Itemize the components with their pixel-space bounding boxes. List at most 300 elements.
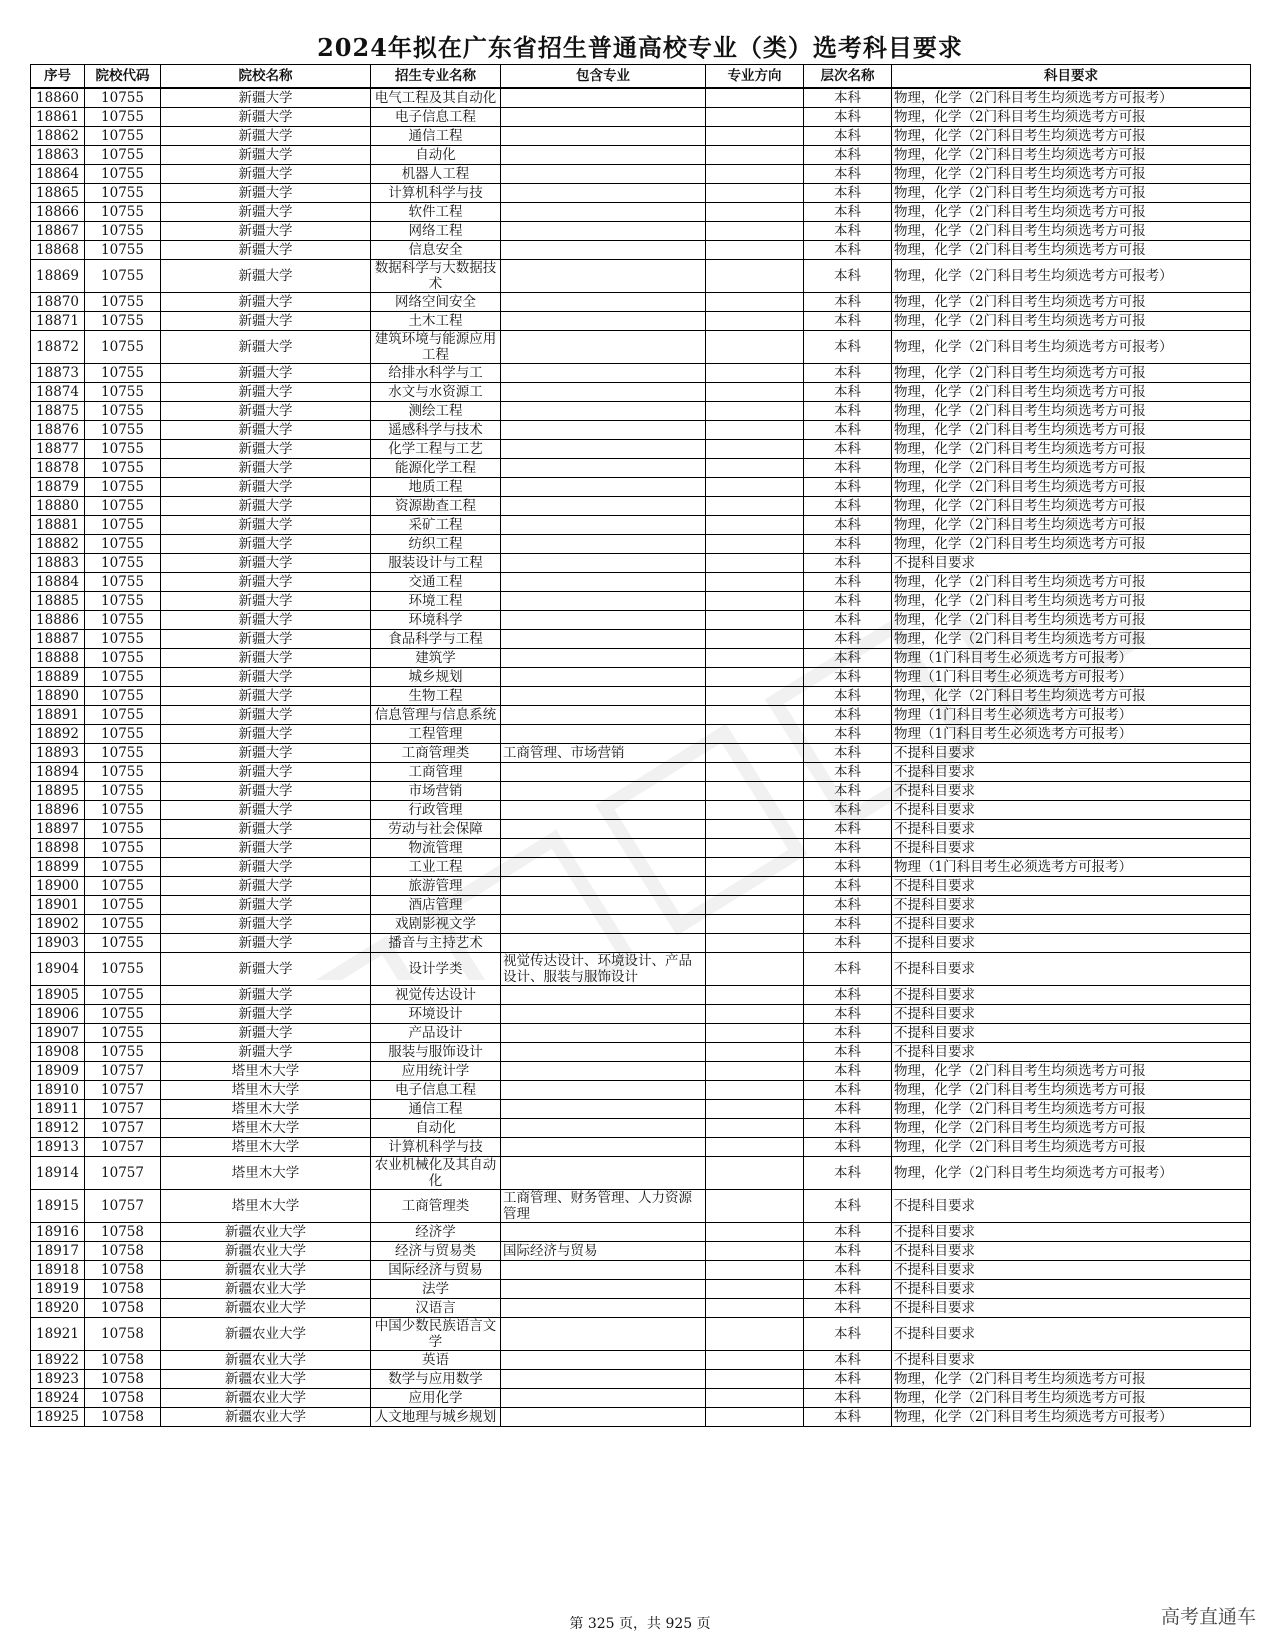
subject-requirement-cell: 不提科目要求 [892,1318,1251,1351]
major-direction-cell [706,986,804,1005]
major-name-cell: 信息安全 [371,241,501,260]
seq-cell: 18860 [31,88,85,108]
table-row [31,706,1251,725]
major-name-cell: 服装与服饰设计 [371,1043,501,1062]
major-name-cell: 工商管理类 [371,1190,501,1223]
seq-cell: 18865 [31,184,85,203]
major-name-cell: 旅游管理 [371,877,501,896]
included-majors-cell [501,1223,706,1242]
subject-requirement-cell: 物理，化学（2门科目考生均须选考方可报 [892,1100,1251,1119]
major-direction-cell [706,706,804,725]
included-majors-cell [501,1024,706,1043]
level-cell: 本科 [804,293,892,312]
included-majors-cell [501,839,706,858]
major-name-cell: 服装设计与工程 [371,554,501,573]
major-direction-cell [706,1190,804,1223]
level-cell: 本科 [804,782,892,801]
major-name-cell: 工商管理 [371,763,501,782]
included-majors-cell [501,497,706,516]
school-code-cell: 10755 [85,1043,161,1062]
table-row [31,402,1251,421]
included-majors-cell [501,801,706,820]
table-row [31,260,1251,293]
school-code-cell: 10755 [85,497,161,516]
table-row [31,1299,1251,1318]
included-majors-cell [501,554,706,573]
major-direction-cell [706,1408,804,1427]
school-name-cell: 新疆大学 [161,312,371,331]
included-majors-cell [501,1157,706,1190]
school-name-cell: 新疆大学 [161,573,371,592]
included-majors-cell [501,421,706,440]
school-code-cell: 10755 [85,535,161,554]
seq-cell: 18924 [31,1389,85,1408]
major-name-cell: 数据科学与大数据技术 [371,260,501,293]
seq-cell: 18877 [31,440,85,459]
school-code-cell: 10757 [85,1190,161,1223]
subject-requirement-cell: 物理，化学（2门科目考生均须选考方可报 [892,478,1251,497]
major-name-cell: 纺织工程 [371,535,501,554]
school-name-cell: 塔里木大学 [161,1119,371,1138]
major-direction-cell [706,896,804,915]
included-majors-cell [501,706,706,725]
included-majors-cell [501,535,706,554]
school-name-cell: 塔里木大学 [161,1157,371,1190]
table-row [31,459,1251,478]
major-direction-cell [706,108,804,127]
included-majors-cell [501,592,706,611]
table-row [31,1280,1251,1299]
major-name-cell: 视觉传达设计 [371,986,501,1005]
subject-requirement-cell: 不提科目要求 [892,915,1251,934]
major-name-cell: 食品科学与工程 [371,630,501,649]
included-majors-cell [501,1389,706,1408]
included-majors-cell [501,402,706,421]
subject-requirement-cell: 物理，化学（2门科目考生均须选考方可报 [892,293,1251,312]
school-name-cell: 新疆农业大学 [161,1370,371,1389]
major-direction-cell [706,1081,804,1100]
table-row [31,1081,1251,1100]
subject-requirement-cell: 不提科目要求 [892,1261,1251,1280]
level-cell: 本科 [804,203,892,222]
seq-cell: 18870 [31,293,85,312]
table-row [31,611,1251,630]
table-row [31,649,1251,668]
included-majors-cell [501,516,706,535]
school-code-cell: 10757 [85,1138,161,1157]
school-name-cell: 新疆大学 [161,127,371,146]
major-name-cell: 给排水科学与工 [371,364,501,383]
table-row [31,293,1251,312]
major-name-cell: 电子信息工程 [371,108,501,127]
school-code-cell: 10757 [85,1157,161,1190]
school-code-cell: 10757 [85,1100,161,1119]
seq-cell: 18876 [31,421,85,440]
major-name-cell: 电气工程及其自动化 [371,88,501,108]
major-name-cell: 英语 [371,1351,501,1370]
included-majors-cell [501,1280,706,1299]
school-code-cell: 10755 [85,459,161,478]
school-name-cell: 新疆大学 [161,687,371,706]
major-direction-cell [706,1242,804,1261]
major-name-cell: 农业机械化及其自动化 [371,1157,501,1190]
school-name-cell: 新疆大学 [161,744,371,763]
included-majors-cell [501,88,706,108]
table-row [31,1318,1251,1351]
included-majors-cell [501,687,706,706]
seq-cell: 18917 [31,1242,85,1261]
level-cell: 本科 [804,1157,892,1190]
table-row [31,383,1251,402]
seq-cell: 18879 [31,478,85,497]
table-row [31,184,1251,203]
major-direction-cell [706,331,804,364]
major-direction-cell [706,1261,804,1280]
school-code-cell: 10755 [85,222,161,241]
subject-requirement-cell: 物理，化学（2门科目考生均须选考方可报考） [892,1157,1251,1190]
table-row [31,364,1251,383]
table-row [31,535,1251,554]
seq-cell: 18905 [31,986,85,1005]
school-code-cell: 10757 [85,1119,161,1138]
major-name-cell: 经济与贸易类 [371,1242,501,1261]
level-cell: 本科 [804,184,892,203]
major-name-cell: 信息管理与信息系统 [371,706,501,725]
school-code-cell: 10755 [85,782,161,801]
school-name-cell: 新疆农业大学 [161,1261,371,1280]
level-cell: 本科 [804,331,892,364]
major-direction-cell [706,573,804,592]
major-name-cell: 网络空间安全 [371,293,501,312]
table-row [31,573,1251,592]
subject-requirement-cell: 物理（1门科目考生必须选考方可报考） [892,706,1251,725]
seq-cell: 18908 [31,1043,85,1062]
seq-cell: 18878 [31,459,85,478]
level-cell: 本科 [804,1081,892,1100]
level-cell: 本科 [804,260,892,293]
level-cell: 本科 [804,383,892,402]
major-direction-cell [706,592,804,611]
level-cell: 本科 [804,364,892,383]
included-majors-cell [501,440,706,459]
included-majors-cell: 国际经济与贸易 [501,1242,706,1261]
major-direction-cell [706,611,804,630]
table-row [31,1043,1251,1062]
major-name-cell: 水文与水资源工 [371,383,501,402]
table-row [31,877,1251,896]
subject-requirement-cell: 不提科目要求 [892,1043,1251,1062]
header-level: 层次名称 [804,65,892,89]
subject-requirement-cell: 物理，化学（2门科目考生均须选考方可报 [892,1081,1251,1100]
level-cell: 本科 [804,535,892,554]
school-name-cell: 新疆大学 [161,184,371,203]
included-majors-cell [501,782,706,801]
included-majors-cell [501,763,706,782]
school-name-cell: 新疆大学 [161,383,371,402]
subject-requirement-cell: 物理，化学（2门科目考生均须选考方可报 [892,146,1251,165]
included-majors-cell [501,573,706,592]
level-cell: 本科 [804,820,892,839]
level-cell: 本科 [804,839,892,858]
school-name-cell: 新疆大学 [161,440,371,459]
brand-watermark: 高考直通车 [1160,1606,1256,1628]
included-majors-cell: 工商管理、财务管理、人力资源管理 [501,1190,706,1223]
school-name-cell: 新疆大学 [161,649,371,668]
school-name-cell: 新疆大学 [161,1043,371,1062]
school-code-cell: 10755 [85,896,161,915]
table-row [31,421,1251,440]
school-name-cell: 新疆大学 [161,915,371,934]
major-direction-cell [706,146,804,165]
level-cell: 本科 [804,241,892,260]
school-code-cell: 10755 [85,260,161,293]
level-cell: 本科 [804,1138,892,1157]
table-row [31,478,1251,497]
table-row [31,1119,1251,1138]
subject-requirement-cell: 物理，化学（2门科目考生均须选考方可报 [892,364,1251,383]
major-name-cell: 行政管理 [371,801,501,820]
table-row [31,1223,1251,1242]
school-code-cell: 10755 [85,383,161,402]
table-row [31,1100,1251,1119]
seq-cell: 18887 [31,630,85,649]
subject-requirement-cell: 物理，化学（2门科目考生均须选考方可报 [892,383,1251,402]
level-cell: 本科 [804,1408,892,1427]
level-cell: 本科 [804,668,892,687]
major-direction-cell [706,782,804,801]
subject-requirement-cell: 物理，化学（2门科目考生均须选考方可报 [892,535,1251,554]
included-majors-cell [501,630,706,649]
seq-cell: 18910 [31,1081,85,1100]
included-majors-cell [501,858,706,877]
included-majors-cell [501,986,706,1005]
major-direction-cell [706,293,804,312]
major-direction-cell [706,744,804,763]
table-row [31,222,1251,241]
school-code-cell: 10758 [85,1318,161,1351]
school-name-cell: 新疆农业大学 [161,1389,371,1408]
school-code-cell: 10755 [85,293,161,312]
major-name-cell: 中国少数民族语言文学 [371,1318,501,1351]
table-row [31,820,1251,839]
major-name-cell: 物流管理 [371,839,501,858]
major-direction-cell [706,1100,804,1119]
school-name-cell: 新疆农业大学 [161,1223,371,1242]
major-direction-cell [706,1280,804,1299]
table-row [31,1005,1251,1024]
school-name-cell: 新疆大学 [161,858,371,877]
subject-requirement-cell: 物理，化学（2门科目考生均须选考方可报 [892,592,1251,611]
included-majors-cell: 工商管理、市场营销 [501,744,706,763]
subject-requirement-cell: 物理（1门科目考生必须选考方可报考） [892,649,1251,668]
level-cell: 本科 [804,402,892,421]
table-header-row [31,65,1251,89]
major-name-cell: 酒店管理 [371,896,501,915]
seq-cell: 18906 [31,1005,85,1024]
school-code-cell: 10755 [85,241,161,260]
subject-requirement-cell: 物理，化学（2门科目考生均须选考方可报 [892,203,1251,222]
included-majors-cell [501,331,706,364]
level-cell: 本科 [804,1389,892,1408]
major-name-cell: 应用统计学 [371,1062,501,1081]
header-included-majors: 包含专业 [501,65,706,89]
school-code-cell: 10755 [85,184,161,203]
table-row [31,440,1251,459]
major-name-cell: 戏剧影视文学 [371,915,501,934]
level-cell: 本科 [804,706,892,725]
school-code-cell: 10755 [85,331,161,364]
school-name-cell: 新疆大学 [161,706,371,725]
subject-requirement-cell: 不提科目要求 [892,782,1251,801]
school-name-cell: 新疆大学 [161,986,371,1005]
table-row [31,801,1251,820]
seq-cell: 18861 [31,108,85,127]
school-name-cell: 新疆大学 [161,402,371,421]
subject-requirement-cell: 物理，化学（2门科目考生均须选考方可报 [892,1138,1251,1157]
major-name-cell: 资源勘查工程 [371,497,501,516]
header-school-code: 院校代码 [85,65,161,89]
school-code-cell: 10755 [85,364,161,383]
major-direction-cell [706,184,804,203]
major-name-cell: 人文地理与城乡规划 [371,1408,501,1427]
school-name-cell: 新疆大学 [161,630,371,649]
page-title: 2024年拟在广东省招生普通高校专业（类）选考科目要求 [317,33,963,62]
major-name-cell: 计算机科学与技 [371,184,501,203]
major-direction-cell [706,1351,804,1370]
subject-requirement-cell: 物理，化学（2门科目考生均须选考方可报 [892,127,1251,146]
included-majors-cell [501,478,706,497]
subject-requirement-cell: 物理（1门科目考生必须选考方可报考） [892,668,1251,687]
school-name-cell: 新疆大学 [161,1005,371,1024]
level-cell: 本科 [804,896,892,915]
table-row [31,1351,1251,1370]
level-cell: 本科 [804,1351,892,1370]
level-cell: 本科 [804,1299,892,1318]
major-name-cell: 能源化学工程 [371,459,501,478]
major-direction-cell [706,801,804,820]
header-major-direction: 专业方向 [706,65,804,89]
seq-cell: 18886 [31,611,85,630]
major-direction-cell [706,953,804,986]
included-majors-cell [501,184,706,203]
major-name-cell: 生物工程 [371,687,501,706]
subject-requirement-cell: 物理，化学（2门科目考生均须选考方可报考） [892,1408,1251,1427]
table-row [31,516,1251,535]
school-code-cell: 10755 [85,668,161,687]
subject-requirement-cell: 物理，化学（2门科目考生均须选考方可报 [892,241,1251,260]
major-name-cell: 网络工程 [371,222,501,241]
level-cell: 本科 [804,554,892,573]
subject-requirement-cell: 不提科目要求 [892,820,1251,839]
subject-requirement-cell: 物理，化学（2门科目考生均须选考方可报 [892,516,1251,535]
seq-cell: 18894 [31,763,85,782]
level-cell: 本科 [804,687,892,706]
major-name-cell: 汉语言 [371,1299,501,1318]
major-direction-cell [706,877,804,896]
major-direction-cell [706,858,804,877]
school-code-cell: 10755 [85,203,161,222]
seq-cell: 18880 [31,497,85,516]
major-name-cell: 数学与应用数学 [371,1370,501,1389]
major-name-cell: 测绘工程 [371,402,501,421]
seq-cell: 18898 [31,839,85,858]
seq-cell: 18883 [31,554,85,573]
seq-cell: 18907 [31,1024,85,1043]
seq-cell: 18911 [31,1100,85,1119]
level-cell: 本科 [804,88,892,108]
school-code-cell: 10758 [85,1351,161,1370]
level-cell: 本科 [804,165,892,184]
table-row [31,1190,1251,1223]
level-cell: 本科 [804,1119,892,1138]
major-direction-cell [706,763,804,782]
school-code-cell: 10758 [85,1242,161,1261]
school-name-cell: 新疆大学 [161,165,371,184]
school-name-cell: 新疆农业大学 [161,1351,371,1370]
school-code-cell: 10755 [85,108,161,127]
subject-requirement-cell: 物理，化学（2门科目考生均须选考方可报 [892,108,1251,127]
subject-requirement-cell: 不提科目要求 [892,953,1251,986]
subject-requirement-cell: 物理，化学（2门科目考生均须选考方可报 [892,573,1251,592]
level-cell: 本科 [804,744,892,763]
school-name-cell: 新疆大学 [161,1024,371,1043]
school-code-cell: 10755 [85,127,161,146]
major-name-cell: 化学工程与工艺 [371,440,501,459]
included-majors-cell [501,1408,706,1427]
subject-requirement-cell: 不提科目要求 [892,554,1251,573]
school-name-cell: 新疆大学 [161,260,371,293]
level-cell: 本科 [804,108,892,127]
seq-cell: 18919 [31,1280,85,1299]
level-cell: 本科 [804,222,892,241]
major-name-cell: 交通工程 [371,573,501,592]
subject-requirement-cell: 物理，化学（2门科目考生均须选考方可报 [892,687,1251,706]
included-majors-cell [501,241,706,260]
subject-requirement-cell: 物理，化学（2门科目考生均须选考方可报 [892,1062,1251,1081]
seq-cell: 18869 [31,260,85,293]
seq-cell: 18875 [31,402,85,421]
seq-cell: 18893 [31,744,85,763]
school-code-cell: 10755 [85,953,161,986]
major-name-cell: 电子信息工程 [371,1081,501,1100]
level-cell: 本科 [804,1280,892,1299]
school-code-cell: 10755 [85,554,161,573]
subject-requirement-cell: 不提科目要求 [892,763,1251,782]
major-direction-cell [706,630,804,649]
subject-requirement-cell: 不提科目要求 [892,896,1251,915]
included-majors-cell [501,364,706,383]
table-row [31,934,1251,953]
major-name-cell: 环境工程 [371,592,501,611]
seq-cell: 18896 [31,801,85,820]
major-name-cell: 市场营销 [371,782,501,801]
major-name-cell: 软件工程 [371,203,501,222]
major-name-cell: 自动化 [371,1119,501,1138]
included-majors-cell [501,383,706,402]
school-code-cell: 10755 [85,986,161,1005]
table-row [31,127,1251,146]
school-code-cell: 10755 [85,630,161,649]
table-row [31,146,1251,165]
included-majors-cell [501,1062,706,1081]
seq-cell: 18920 [31,1299,85,1318]
school-code-cell: 10755 [85,820,161,839]
subject-requirement-cell: 物理，化学（2门科目考生均须选考方可报考） [892,260,1251,293]
school-name-cell: 新疆大学 [161,934,371,953]
major-name-cell: 土木工程 [371,312,501,331]
major-direction-cell [706,497,804,516]
table-row [31,88,1251,108]
